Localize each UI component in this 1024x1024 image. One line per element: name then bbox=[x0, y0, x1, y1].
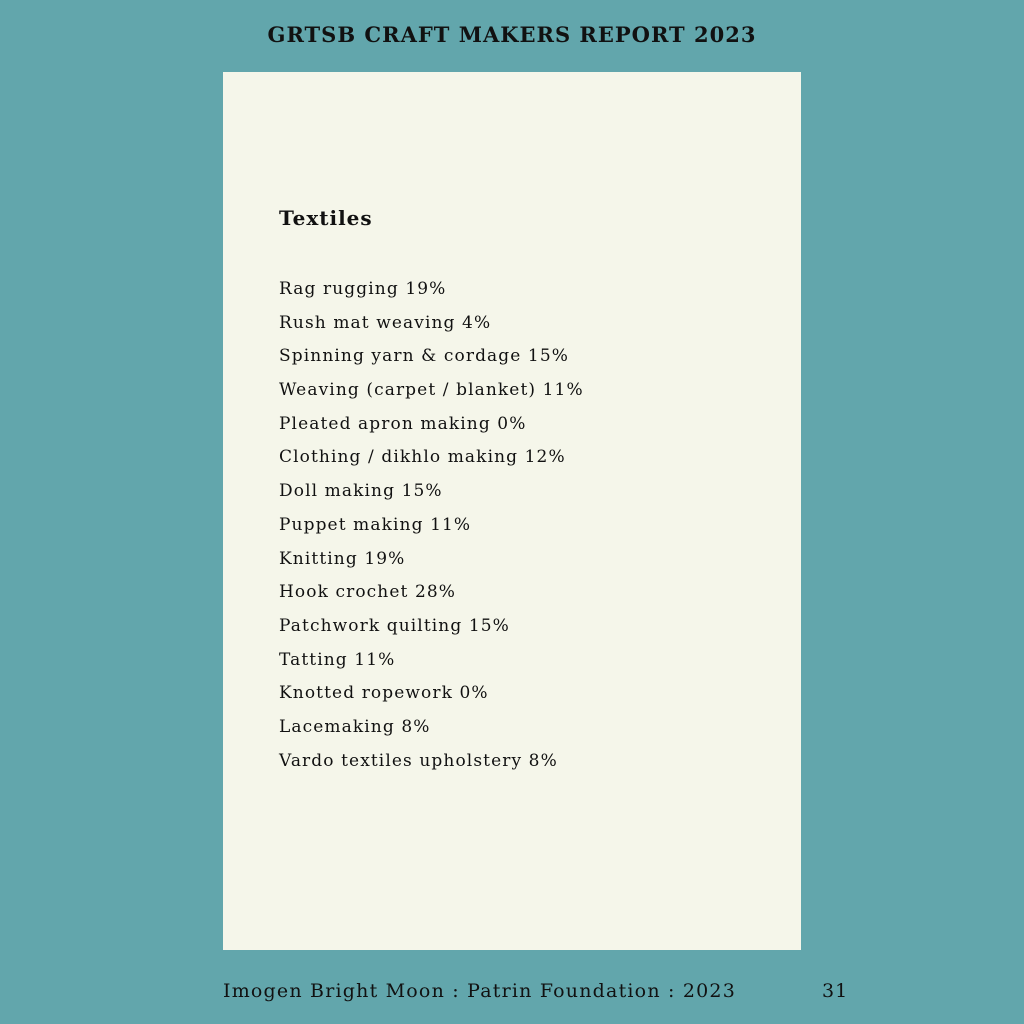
craft-list bbox=[279, 273, 584, 778]
list-item: Tatting 11% bbox=[279, 649, 396, 670]
section-heading: Textiles bbox=[279, 206, 373, 230]
list-item: Vardo textiles upholstery 8% bbox=[279, 750, 558, 771]
page-number: 31 bbox=[822, 980, 849, 1002]
list-item: Weaving (carpet / blanket) 11% bbox=[279, 380, 584, 401]
list-item: Doll making 15% bbox=[279, 481, 443, 502]
footer-credit: Imogen Bright Moon : Patrin Foundation : 2023 bbox=[223, 980, 736, 1002]
list-item: Spinning yarn & cordage 15% bbox=[279, 346, 570, 367]
list-item: Clothing / dikhlo making 12% bbox=[279, 447, 566, 468]
list-item: Pleated apron making 0% bbox=[279, 413, 527, 434]
list-item: Rag rugging 19% bbox=[279, 279, 447, 299]
list-item: Hook crochet 28% bbox=[279, 582, 457, 603]
list-item: Puppet making 11% bbox=[279, 514, 472, 535]
list-item: Knitting 19% bbox=[279, 548, 406, 569]
list-item: Rush mat weaving 4% bbox=[279, 312, 492, 333]
list-item: Lacemaking 8% bbox=[279, 716, 431, 737]
list-item: Knotted ropework 0% bbox=[279, 683, 489, 704]
page-card bbox=[223, 72, 801, 950]
report-title: GRTSB CRAFT MAKERS REPORT 2023 bbox=[267, 22, 757, 47]
list-item: Patchwork quilting 15% bbox=[279, 615, 510, 636]
